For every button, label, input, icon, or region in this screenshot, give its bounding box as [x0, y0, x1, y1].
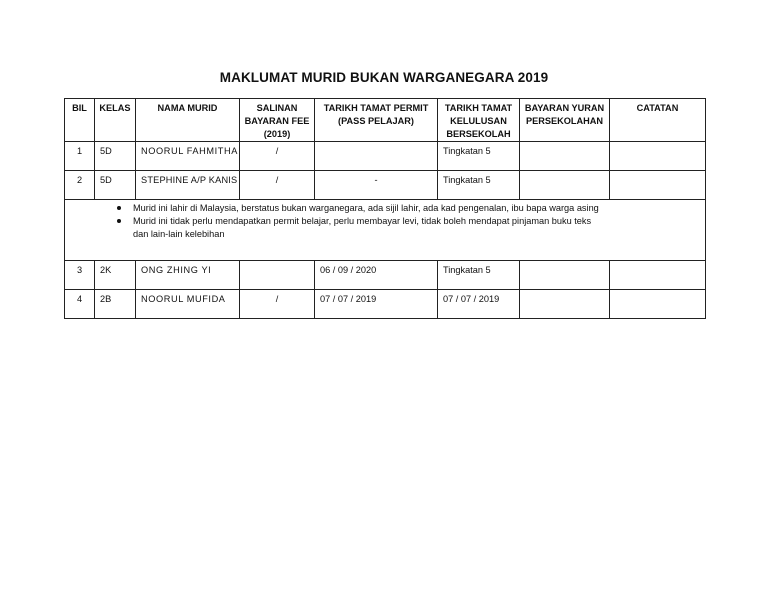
cell-salinan: /	[240, 290, 315, 319]
header-row	[65, 99, 706, 142]
cell-kelas: 2K	[95, 261, 136, 290]
cell-yuran	[520, 261, 610, 290]
cell-kelas: 5D	[95, 142, 136, 171]
cell-permit: -	[315, 171, 438, 200]
header-tarikh-tamat-kelulusan: TARIKH TAMAT KELULUSAN BERSEKOLAH	[438, 99, 520, 142]
cell-yuran	[520, 142, 610, 171]
cell-kelas: 2B	[95, 290, 136, 319]
cell-kelulusan: Tingkatan 5	[438, 142, 520, 171]
cell-bil: 2	[65, 171, 95, 200]
table-row	[65, 171, 706, 200]
cell-salinan	[240, 261, 315, 290]
page-title: MAKLUMAT MURID BUKAN WARGANEGARA 2019	[219, 70, 549, 85]
cell-nama: NOORUL FAHMITHA	[136, 142, 240, 171]
cell-salinan: /	[240, 171, 315, 200]
cell-bil: 1	[65, 142, 95, 171]
cell-nama: STEPHINE A/P KANIS	[136, 171, 240, 200]
cell-kelulusan: 07 / 07 / 2019	[438, 290, 520, 319]
cell-permit: 07 / 07 / 2019	[315, 290, 438, 319]
notes-list	[65, 202, 705, 241]
cell-kelulusan: Tingkatan 5	[438, 261, 520, 290]
cell-catatan	[610, 261, 706, 290]
cell-bil: 4	[65, 290, 95, 319]
header-kelas: KELAS	[95, 99, 136, 142]
cell-permit: 06 / 09 / 2020	[315, 261, 438, 290]
student-table	[64, 98, 706, 319]
header-catatan: CATATAN	[610, 99, 706, 142]
header-salinan-bayaran-fee: SALINAN BAYARAN FEE (2019)	[240, 99, 315, 142]
cell-kelas: 5D	[95, 171, 136, 200]
cell-yuran	[520, 290, 610, 319]
header-nama-murid: NAMA MURID	[136, 99, 240, 142]
cell-bil: 3	[65, 261, 95, 290]
cell-salinan: /	[240, 142, 315, 171]
cell-yuran	[520, 171, 610, 200]
table-row	[65, 142, 706, 171]
notes-cell	[65, 200, 706, 261]
header-bayaran-yuran: BAYARAN YURAN PERSEKOLAHAN	[520, 99, 610, 142]
cell-catatan	[610, 171, 706, 200]
cell-nama: NOORUL MUFIDA	[136, 290, 240, 319]
table-row	[65, 261, 706, 290]
cell-catatan	[610, 290, 706, 319]
header-bil: BIL	[65, 99, 95, 142]
note-item: Murid ini lahir di Malaysia, berstatus bukan warganegara, ada sijil lahir, ada kad pengenalan, ibu bapa warga asing	[133, 202, 705, 215]
header-tarikh-tamat-permit: TARIKH TAMAT PERMIT (PASS PELAJAR)	[315, 99, 438, 142]
cell-catatan	[610, 142, 706, 171]
cell-nama: ONG ZHING YI	[136, 261, 240, 290]
cell-permit	[315, 142, 438, 171]
cell-kelulusan: Tingkatan 5	[438, 171, 520, 200]
table-row	[65, 290, 706, 319]
note-item: Murid ini tidak perlu mendapatkan permit belajar, perlu membayar levi, tidak boleh mendapat pinjaman buku teks dan lain-lain kelebihan	[133, 215, 705, 241]
notes-row	[65, 200, 706, 261]
